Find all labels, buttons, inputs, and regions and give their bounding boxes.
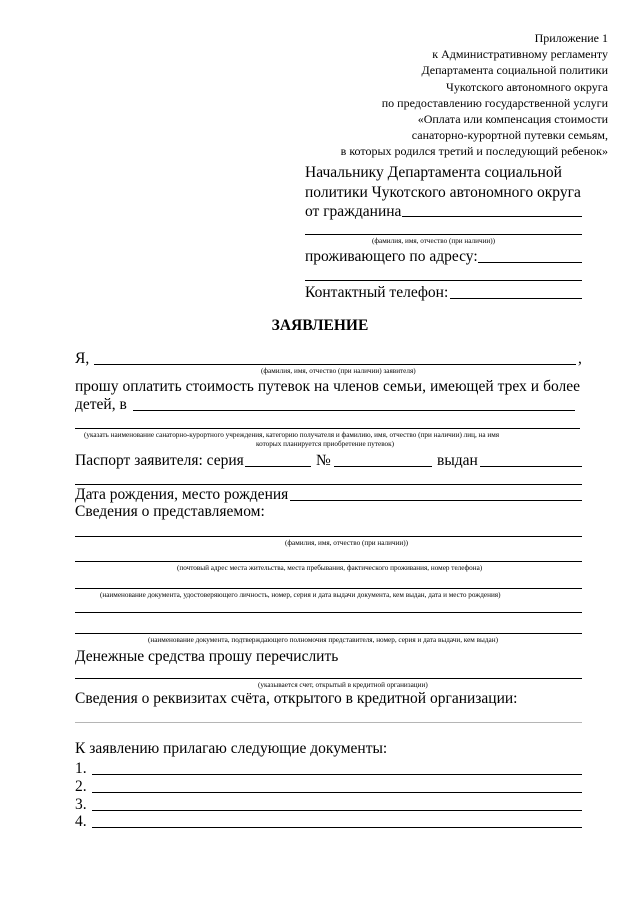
ya-label: Я, <box>75 350 90 367</box>
rep-name-field[interactable] <box>75 536 582 537</box>
appendix-line: Чукотского автономного округа <box>446 79 608 94</box>
from-label: от гражданина <box>305 203 402 220</box>
request-line-2: детей, в <box>75 396 127 413</box>
passport-series-field[interactable] <box>245 466 311 467</box>
addressee-name-caption: (фамилия, имя, отчество (при наличии)) <box>372 237 496 245</box>
attachment-field-4[interactable] <box>92 827 582 828</box>
comma-mark: , <box>578 350 582 367</box>
passport-number-field[interactable] <box>334 466 432 467</box>
attachment-number: 1. <box>75 760 87 777</box>
bank-details-field[interactable] <box>75 722 582 723</box>
phone-label: Контактный телефон: <box>305 284 449 301</box>
appendix-line: к Административному регламенту <box>432 47 608 62</box>
rep-address-caption: (почтовый адрес места жительства, места пребывания, фактического проживания, номер телефона) <box>177 564 483 572</box>
appendix-line: в которых родился третий и последующий ребенок» <box>340 144 608 159</box>
institution-caption-1: (указать наименование санаторно-курортного учреждения, категорию получателя и фамилию, имя, отчество (при наличии) лиц, на имя <box>84 431 500 439</box>
passport-issued-field-2[interactable] <box>75 484 582 485</box>
number-sign: № <box>316 452 331 469</box>
rep-document-caption: (наименование документа, удостоверяющего личность, номер, серия и дата выдачи документа, кем выдан, дата и место рождения) <box>100 591 501 599</box>
address-field-2[interactable] <box>305 280 582 281</box>
applicant-name-caption: (фамилия, имя, отчество (при наличии) заявителя) <box>261 367 416 375</box>
passport-issued-field[interactable] <box>480 466 582 467</box>
attachment-field-2[interactable] <box>92 792 582 793</box>
attachment-number: 4. <box>75 813 87 830</box>
from-citizen-field-2[interactable] <box>305 234 582 235</box>
attachment-number: 2. <box>75 778 87 795</box>
representative-label: Сведения о представляемом: <box>75 503 265 520</box>
attachment-field-3[interactable] <box>92 810 582 811</box>
appendix-line: по предоставлению государственной услуги <box>381 95 608 110</box>
money-label: Денежные средства прошу перечислить <box>75 648 339 665</box>
address-label: проживающего по адресу: <box>305 248 478 265</box>
rep-authority-caption: (наименование документа, подтверждающего полномочия представителя, номер, серия и дата выдачи, кем выдан) <box>148 636 498 644</box>
appendix-block <box>341 30 608 160</box>
birth-label: Дата рождения, место рождения <box>75 486 289 503</box>
institution-field[interactable] <box>133 410 575 411</box>
institution-field-2[interactable] <box>75 428 580 429</box>
rep-address-field[interactable] <box>75 561 582 562</box>
attachment-field-1[interactable] <box>92 774 582 775</box>
appendix-line: санаторно-курортной путевки семьям, <box>411 128 608 143</box>
issued-label: выдан <box>437 452 478 469</box>
rep-document-field[interactable] <box>75 588 582 589</box>
rep-name-caption: (фамилия, имя, отчество (при наличии)) <box>285 539 409 547</box>
appendix-line: «Оплата или компенсация стоимости <box>417 112 608 127</box>
address-field[interactable] <box>478 262 582 263</box>
addressee-line-1: Начальнику Департамента социальной <box>305 164 562 181</box>
account-field[interactable] <box>75 678 582 679</box>
request-line-1: прошу оплатить стоимость путевок на членов семьи, имеющей трех и более <box>75 378 580 395</box>
appendix-line: Приложение 1 <box>534 31 608 45</box>
phone-field[interactable] <box>450 298 582 299</box>
attach-label: К заявлению прилагаю следующие документы: <box>75 740 388 757</box>
institution-caption-2: которых планируется приобретение путевок) <box>256 440 395 448</box>
from-citizen-field[interactable] <box>402 216 582 217</box>
appendix-line: Департамента социальной политики <box>421 63 608 78</box>
attachment-number: 3. <box>75 796 87 813</box>
applicant-name-field[interactable] <box>94 364 576 365</box>
bank-details-label: Сведения о реквизитах счёта, открытого в кредитной организации: <box>75 690 518 707</box>
account-caption: (указывается счет, открытый в кредитной организации) <box>258 681 428 689</box>
addressee-line-2: политики Чукотского автономного округа <box>305 184 581 201</box>
rep-authority-field[interactable] <box>75 633 582 634</box>
page-title: ЗАЯВЛЕНИЕ <box>271 317 369 334</box>
rep-document-field-2[interactable] <box>75 612 582 613</box>
passport-label: Паспорт заявителя: серия <box>75 452 244 469</box>
birth-field[interactable] <box>290 500 582 501</box>
